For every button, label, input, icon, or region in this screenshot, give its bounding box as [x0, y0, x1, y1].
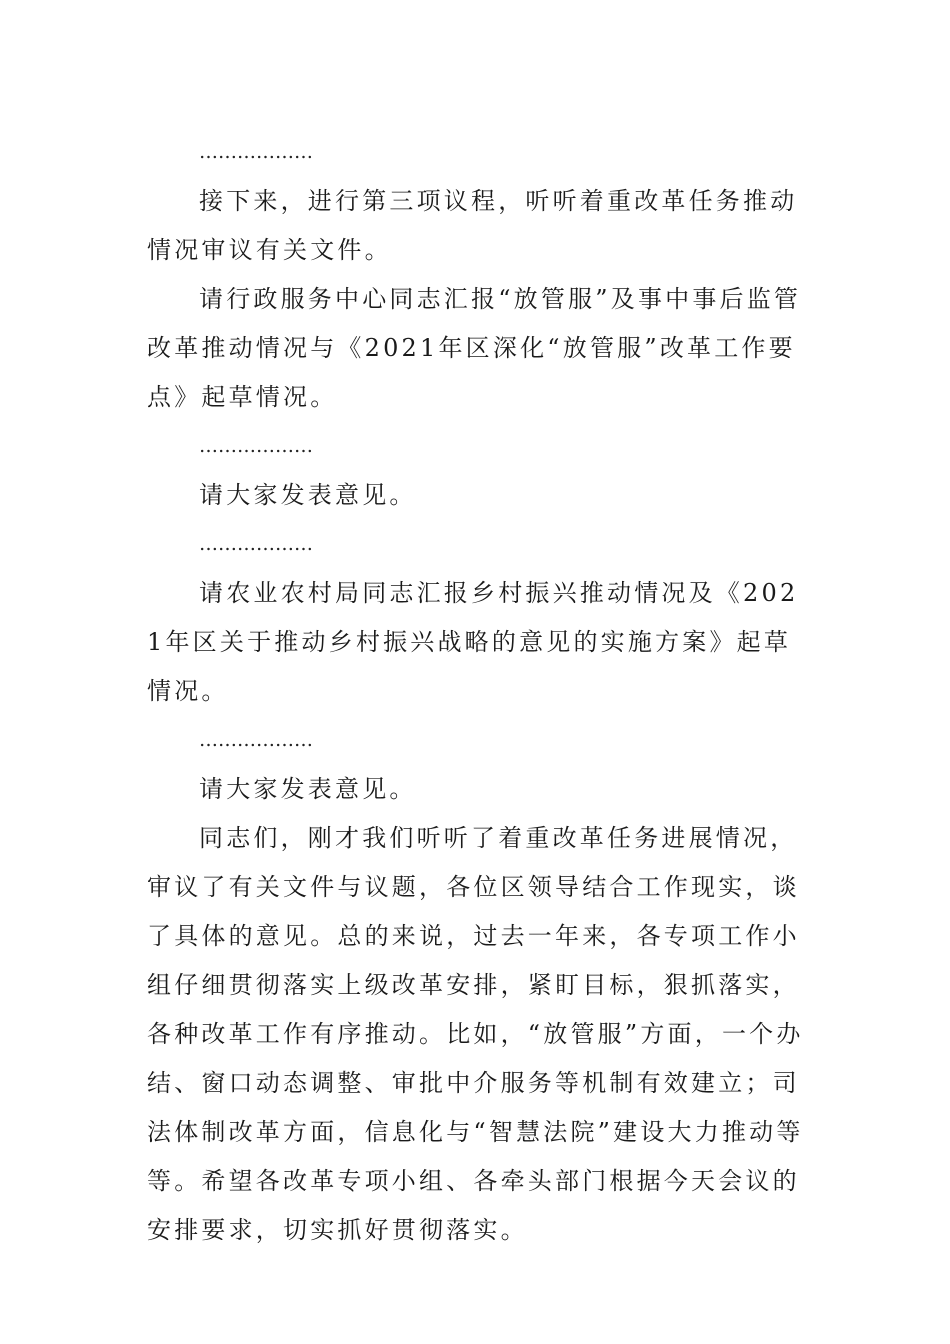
- ellipsis-line: ………………: [199, 435, 313, 457]
- paragraph-request-opinions: 请大家发表意见。: [199, 775, 417, 803]
- paragraph-admin-service-report: 请行政服务中心同志汇报“放管服”及事中事后监管改革推动情况与《2021年区深化“放管服”改革工作要点》起草情况。: [147, 285, 802, 411]
- paragraph-agenda-item-three: 接下来，进行第三项议程，听听着重改革任务推动情况审议有关文件。: [147, 187, 798, 264]
- paragraph-request-opinions: 请大家发表意见。: [199, 481, 417, 509]
- paragraph-summary: 同志们，刚才我们听听了着重改革任务进展情况，审议了有关文件与议题，各位区领导结合工作现实，谈了具体的意见。总的来说，过去一年来，各专项工作小组仔细贯彻落实上级改革安排，紧盯目标，狠抓落实，各种改革工作有序推动。比如，“放管服”方面，一个办结、窗口动态调整、审批中介服务等机制有效建立；司法体制改革方面，信息化与“智慧法院”建设大力推动等等。希望各改革专项小组、各牵头部门根据今天会议的安排要求，切实抓好贯彻落实。: [147, 824, 804, 1244]
- document-body: [147, 128, 807, 1255]
- ellipsis-line: ………………: [199, 141, 313, 163]
- paragraph-agriculture-report: 请农业农村局同志汇报乡村振兴推动情况及《2021年区关于推动乡村振兴战略的意见的实施方案》起草情况。: [147, 579, 799, 705]
- ellipsis-line: ………………: [199, 533, 313, 555]
- ellipsis-line: ………………: [199, 729, 313, 751]
